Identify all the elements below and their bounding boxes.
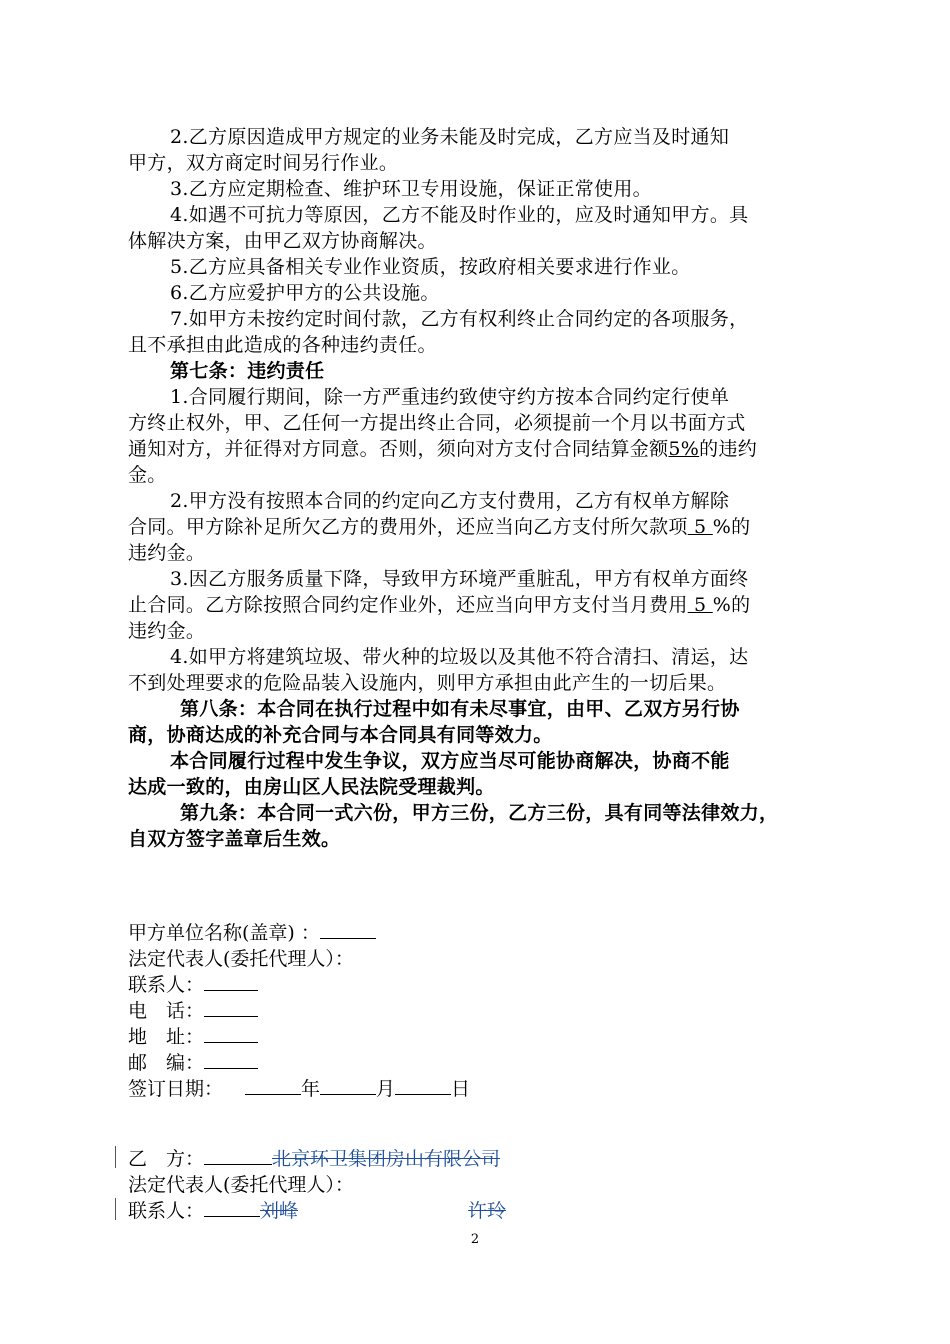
party-a-phone-label: 电 话：: [128, 1000, 205, 1022]
penalty-rate-1: 5%: [668, 438, 700, 460]
clause-6-item-5: 5.乙方应具备相关专业作业资质，按政府相关要求进行作业。: [170, 256, 691, 278]
penalty-rate-2: 5: [687, 516, 713, 538]
clause-6-item-3: 3.乙方应定期检查、维护环卫专用设施，保证正常使用。: [170, 178, 652, 200]
dispute-clause-line1: 本合同履行过程中发生争议，双方应当尽可能协商解决，协商不能: [170, 750, 730, 772]
year-label: 年: [301, 1078, 321, 1100]
party-b-contact-1: 刘峰: [260, 1200, 299, 1222]
article-9-line2: 自双方签字盖章后生效。: [128, 828, 341, 850]
breach-item-3-text: 止合同。乙方除按照合同约定作业外，还应当向甲方支付当月费用: [128, 594, 688, 616]
breach-item-4-line2: 不到处理要求的危险品装入设施内，则甲方承担由此产生的一切后果。: [128, 672, 727, 694]
year-blank[interactable]: [245, 1076, 301, 1095]
breach-item-1-text: 通知对方，并征得对方同意。否则，须向对方支付合同结算金额: [128, 438, 669, 460]
day-blank[interactable]: [395, 1076, 451, 1095]
party-b-contact-row: [128, 1198, 506, 1224]
month-blank[interactable]: [320, 1076, 376, 1095]
party-a-name-label: 甲方单位名称(盖章) ：: [128, 922, 320, 944]
party-a-name-blank[interactable]: [320, 920, 376, 939]
party-a-address-row: [128, 1024, 258, 1050]
party-a-postcode-row: [128, 1050, 258, 1076]
article-8-line2: 商，协商达成的补充合同与本合同具有同等效力。: [128, 724, 553, 746]
party-a-contact-label: 联系人：: [128, 974, 205, 996]
breach-item-3-line3: 违约金。: [128, 620, 206, 642]
clause-6-item-4-line2: 体解决方案，由甲乙双方协商解决。: [128, 230, 437, 252]
revision-bar: [115, 1198, 116, 1220]
breach-item-2-text: 合同。甲方除补足所欠乙方的费用外，还应当向乙方支付所欠款项: [128, 516, 688, 538]
breach-item-1-line4: 金。: [128, 464, 167, 486]
party-a-name-row: [128, 920, 376, 946]
party-a-phone-blank[interactable]: [204, 998, 258, 1017]
clause-6-item-7-line1: 7.如甲方未按约定时间付款，乙方有权利终止合同约定的各项服务，: [170, 308, 749, 330]
article-7-heading: 第七条：违约责任: [170, 360, 325, 382]
penalty-rate-3: 5: [687, 594, 713, 616]
breach-item-1-line1: 1.合同履行期间，除一方严重违约致使守约方按本合同约定行使单: [170, 386, 730, 408]
signing-date-label: 签订日期：: [128, 1078, 224, 1100]
clause-6-item-7-line2: 且不承担由此造成的各种违约责任。: [128, 334, 437, 356]
party-a-postcode-label: 邮 编：: [128, 1052, 205, 1074]
revision-bar: [115, 1146, 116, 1168]
party-a-contact-blank[interactable]: [204, 972, 258, 991]
breach-item-3-suffix: %的: [712, 594, 751, 616]
clause-6-item-2-line2: 甲方，双方商定时间另行作业。: [128, 152, 399, 174]
breach-item-1-line3: [128, 436, 828, 462]
party-b-label: 乙 方：: [128, 1148, 205, 1170]
party-b-contact-2: 许玲: [468, 1200, 507, 1222]
breach-item-1-line2: 方终止权外，甲、乙任何一方提出终止合同，必须提前一个月以书面方式: [128, 412, 746, 434]
month-label: 月: [376, 1078, 396, 1100]
article-8-line1: 第八条：本合同在执行过程中如有未尽事宜，由甲、乙双方另行协: [180, 698, 740, 720]
party-b-contact-label: 联系人：: [128, 1200, 205, 1222]
breach-item-4-line1: 4.如甲方将建筑垃圾、带火种的垃圾以及其他不符合清扫、清运，达: [170, 646, 749, 668]
breach-item-2-line3: 违约金。: [128, 542, 206, 564]
party-a-phone-row: [128, 998, 258, 1024]
party-a-address-blank[interactable]: [204, 1024, 258, 1043]
day-label: 日: [451, 1078, 471, 1100]
party-a-address-label: 地 址：: [128, 1026, 205, 1048]
page-number: 2: [470, 1232, 480, 1247]
dispute-clause-line2: 达成一致的，由房山区人民法院受理裁判。: [128, 776, 495, 798]
party-b-contact-blank: [204, 1198, 260, 1217]
party-b-blank: [204, 1146, 272, 1165]
breach-item-2-line2: [128, 514, 828, 540]
clause-6-item-6: 6.乙方应爱护甲方的公共设施。: [170, 282, 440, 304]
breach-item-3-line1: 3.因乙方服务质量下降，导致甲方环境严重脏乱，甲方有权单方面终: [170, 568, 749, 590]
clause-6-item-2-line1: 2.乙方原因造成甲方规定的业务未能及时完成，乙方应当及时通知: [170, 126, 730, 148]
signing-date-row: [128, 1076, 470, 1102]
breach-item-3-line2: [128, 592, 828, 618]
party-b-company: 北京环卫集团房山有限公司: [272, 1148, 501, 1170]
party-b-row: [128, 1146, 500, 1172]
breach-item-1-suffix: 的违约: [699, 438, 758, 460]
breach-item-2-suffix: %的: [712, 516, 751, 538]
breach-item-2-line1: 2.甲方没有按照本合同的约定向乙方支付费用，乙方有权单方解除: [170, 490, 730, 512]
party-a-rep-label: 法定代表人(委托代理人）：: [128, 948, 354, 970]
party-b-rep-label: 法定代表人(委托代理人）：: [128, 1174, 354, 1196]
clause-6-item-4-line1: 4.如遇不可抗力等原因，乙方不能及时作业的，应及时通知甲方。具: [170, 204, 749, 226]
article-9-line1: 第九条：本合同一式六份，甲方三份，乙方三份，具有同等法律效力，: [180, 802, 779, 824]
party-a-postcode-blank[interactable]: [204, 1050, 258, 1069]
party-a-contact-row: [128, 972, 258, 998]
